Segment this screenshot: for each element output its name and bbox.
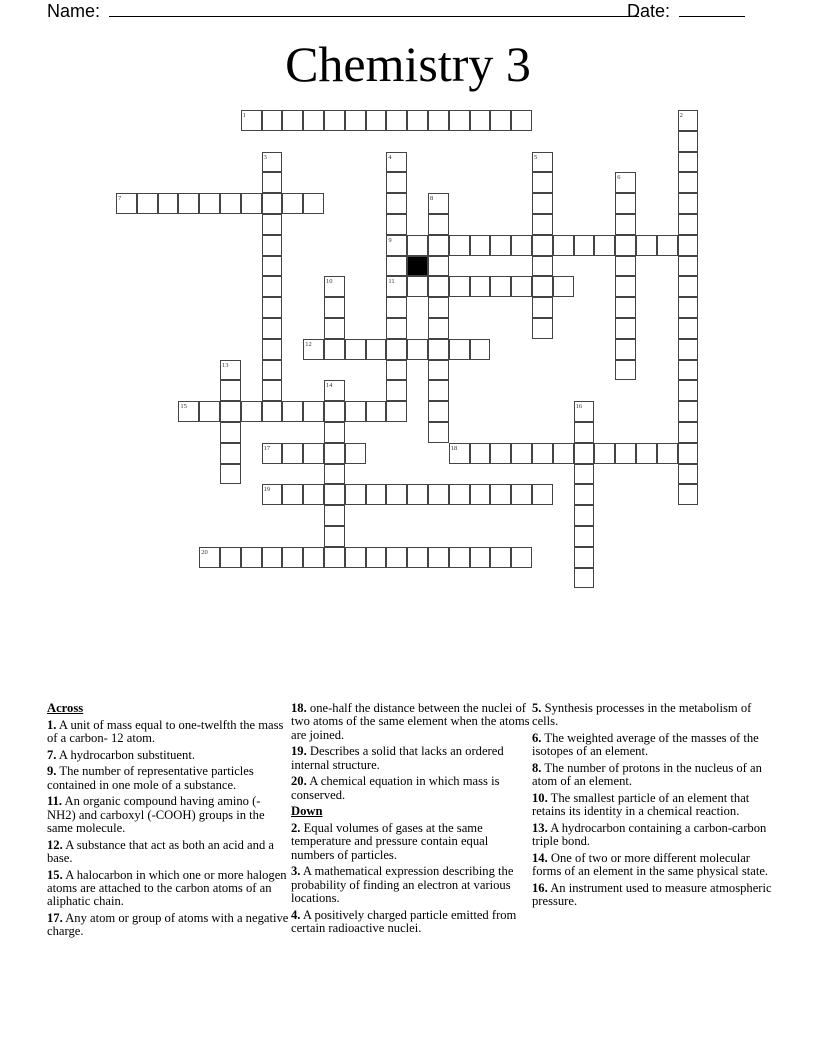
grid-cell[interactable] xyxy=(532,297,553,318)
cell-number: 13 xyxy=(222,361,229,369)
grid-cell[interactable] xyxy=(324,401,345,422)
down-clue-16 xyxy=(532,882,774,909)
grid-cell[interactable] xyxy=(678,401,699,422)
grid-cell[interactable] xyxy=(490,276,511,297)
cell-number: 2 xyxy=(679,112,683,119)
clues-column-2 xyxy=(291,702,533,939)
grid-cell[interactable] xyxy=(407,339,428,360)
across-clue-15 xyxy=(47,869,289,909)
grid-cell[interactable] xyxy=(199,547,220,568)
down-clue-8 xyxy=(532,762,774,789)
grid-cell[interactable] xyxy=(615,297,636,318)
clue-number: 9. xyxy=(47,764,57,779)
clue-text: A hydrocarbon containing a carbon-carbon triple bond. xyxy=(532,821,767,849)
grid-cell[interactable] xyxy=(241,193,262,214)
cell-number: 20 xyxy=(201,548,208,556)
clue-text: Equal volumes of gases at the same temperature and pressure contain equal numbers of particles. xyxy=(291,821,489,862)
grid-cell[interactable] xyxy=(470,339,491,360)
grid-cell[interactable] xyxy=(262,110,283,131)
grid-cell[interactable] xyxy=(262,172,283,193)
grid-cell[interactable] xyxy=(386,276,407,297)
grid-cell[interactable] xyxy=(324,297,345,318)
clue-text: A halocarbon in which one or more halogen atoms are attached to the carbon atoms of an aliphatic chain. xyxy=(47,867,287,909)
grid-cell[interactable] xyxy=(678,484,699,505)
clue-text: A hydrocarbon substituent. xyxy=(56,747,195,762)
across-clue-9 xyxy=(47,765,289,792)
grid-cell[interactable] xyxy=(428,401,449,422)
grid-cell[interactable] xyxy=(324,380,345,401)
clue-text: A mathematical expression describing the probability of finding an electron at various locations. xyxy=(291,864,514,906)
grid-cell[interactable] xyxy=(158,193,179,214)
grid-cell[interactable] xyxy=(428,422,449,443)
grid-cell[interactable] xyxy=(303,484,324,505)
across-clue-18 xyxy=(291,702,533,742)
cell-number: 3 xyxy=(263,153,267,161)
grid-cell[interactable] xyxy=(262,276,283,297)
clue-number: 19. xyxy=(291,744,307,759)
clue-number: 20. xyxy=(291,774,307,789)
grid-cell[interactable] xyxy=(324,484,345,505)
clue-number: 6. xyxy=(532,731,542,745)
grid-cell[interactable] xyxy=(407,276,428,297)
grid-cell[interactable] xyxy=(553,276,574,297)
grid-cell[interactable] xyxy=(449,484,470,505)
grid-cell[interactable] xyxy=(386,110,407,131)
clue-text: one-half the distance between the nuclei of two atoms of the same element when the atoms are joined. xyxy=(291,701,530,742)
clue-text: A positively charged particle emitted from certain radioactive nuclei. xyxy=(291,907,517,936)
cell-number: 6 xyxy=(617,174,621,182)
cell-number: 4 xyxy=(388,153,392,161)
grid-cell[interactable] xyxy=(303,110,324,131)
grid-cell[interactable] xyxy=(449,276,470,297)
grid-cell[interactable] xyxy=(386,297,407,318)
grid-cell[interactable] xyxy=(282,401,303,422)
grid-cell[interactable] xyxy=(428,297,449,318)
cell-number: 19 xyxy=(263,486,271,494)
grid-cell[interactable] xyxy=(594,443,615,464)
grid-cell[interactable] xyxy=(532,443,553,464)
grid-cell[interactable] xyxy=(470,443,491,464)
grid-cell[interactable] xyxy=(262,193,283,214)
grid-cell[interactable] xyxy=(386,547,407,568)
grid-cell[interactable] xyxy=(324,526,345,547)
grid-cell[interactable] xyxy=(615,256,636,277)
page-title: Chemistry 3 xyxy=(285,36,531,92)
grid-cell[interactable] xyxy=(407,110,428,131)
grid-cell[interactable] xyxy=(574,443,595,464)
clue-number: 4. xyxy=(291,907,301,922)
grid-cell[interactable] xyxy=(220,547,241,568)
grid-cell[interactable] xyxy=(574,464,595,485)
grid-cell[interactable] xyxy=(386,339,407,360)
grid-cell[interactable] xyxy=(470,484,491,505)
grid-cell[interactable] xyxy=(678,380,699,401)
grid-cell[interactable] xyxy=(324,339,345,360)
clue-text: Describes a solid that lacks an ordered internal structure. xyxy=(291,744,504,772)
grid-cell[interactable] xyxy=(574,422,595,443)
grid-cell[interactable] xyxy=(657,443,678,464)
grid-cell[interactable] xyxy=(303,193,324,214)
grid-cell[interactable] xyxy=(366,401,387,422)
grid-cell[interactable] xyxy=(345,401,366,422)
grid-cell[interactable] xyxy=(428,193,449,214)
grid-cell[interactable] xyxy=(532,235,553,256)
grid-cell[interactable] xyxy=(615,214,636,235)
grid-cell[interactable] xyxy=(282,193,303,214)
grid-cell[interactable] xyxy=(574,484,595,505)
grid-cell[interactable] xyxy=(574,505,595,526)
across-clue-17 xyxy=(47,912,289,939)
grid-cell[interactable] xyxy=(386,256,407,277)
grid-cell[interactable] xyxy=(407,235,428,256)
grid-cell[interactable] xyxy=(428,276,449,297)
grid-cell[interactable] xyxy=(574,401,595,422)
cell-number: 11 xyxy=(388,278,395,286)
date-blank[interactable] xyxy=(679,0,745,17)
down-clue-13 xyxy=(532,822,774,849)
grid-cell[interactable] xyxy=(324,110,345,131)
clue-number: 16. xyxy=(532,881,548,895)
grid-cell[interactable] xyxy=(282,443,303,464)
clue-text: The weighted average of the masses of the isotopes of an element. xyxy=(532,731,759,759)
clue-number: 1. xyxy=(47,717,57,732)
grid-cell[interactable] xyxy=(615,276,636,297)
grid-cell[interactable] xyxy=(532,256,553,277)
grid-cell[interactable] xyxy=(345,339,366,360)
grid-cell[interactable] xyxy=(574,568,595,589)
clue-text: An instrument used to measure atmospheric pressure. xyxy=(532,881,772,909)
across-clue-11 xyxy=(47,795,289,835)
grid-cell[interactable] xyxy=(262,152,283,173)
clue-number: 7. xyxy=(47,747,57,762)
down-heading: Down xyxy=(291,804,323,819)
grid-cell[interactable] xyxy=(282,547,303,568)
grid-cell[interactable] xyxy=(262,443,283,464)
grid-cell[interactable] xyxy=(615,360,636,381)
clue-text: A substance that act as both an acid and a base. xyxy=(47,837,274,865)
clue-number: 5. xyxy=(532,701,542,715)
grid-cell[interactable] xyxy=(199,193,220,214)
clue-text: Synthesis processes in the metabolism of cells. xyxy=(532,701,752,729)
grid-cell[interactable] xyxy=(615,339,636,360)
grid-cell[interactable] xyxy=(366,484,387,505)
grid-cell[interactable] xyxy=(324,276,345,297)
grid-cell[interactable] xyxy=(220,360,241,381)
grid-cell[interactable] xyxy=(324,547,345,568)
grid-cell[interactable] xyxy=(345,484,366,505)
down-clue-10 xyxy=(532,792,774,819)
grid-cell[interactable] xyxy=(262,547,283,568)
grid-cell[interactable] xyxy=(532,214,553,235)
grid-cell[interactable] xyxy=(262,339,283,360)
grid-cell[interactable] xyxy=(262,214,283,235)
cell-number: 9 xyxy=(388,236,392,244)
grid-cell[interactable] xyxy=(386,318,407,339)
name-blank[interactable] xyxy=(109,0,639,17)
grid-cell[interactable] xyxy=(386,152,407,173)
grid-cell[interactable] xyxy=(262,235,283,256)
grid-cell[interactable] xyxy=(407,547,428,568)
grid-cell[interactable] xyxy=(428,339,449,360)
grid-cell[interactable] xyxy=(386,214,407,235)
grid-cell[interactable] xyxy=(574,235,595,256)
grid-cell[interactable] xyxy=(428,380,449,401)
grid-cell[interactable] xyxy=(116,193,137,214)
across-clue-19 xyxy=(291,745,533,772)
date-label: Date: xyxy=(627,1,671,21)
grid-cell[interactable] xyxy=(386,360,407,381)
grid-cell[interactable] xyxy=(678,276,699,297)
grid-cell[interactable] xyxy=(594,235,615,256)
clue-number: 8. xyxy=(532,761,542,775)
clue-text: The number of representative particles contained in one mole of a substance. xyxy=(47,764,254,792)
grid-cell[interactable] xyxy=(220,193,241,214)
grid-cell[interactable] xyxy=(345,443,366,464)
grid-cell[interactable] xyxy=(345,110,366,131)
grid-cell[interactable] xyxy=(282,110,303,131)
grid-cell[interactable] xyxy=(324,422,345,443)
grid-cell[interactable] xyxy=(470,110,491,131)
grid-cell[interactable] xyxy=(178,193,199,214)
grid-cell[interactable] xyxy=(241,110,262,131)
across-clue-1 xyxy=(47,719,289,746)
across-clue-20 xyxy=(291,775,533,802)
clue-text: A unit of mass equal to one-twelfth the mass of a carbon- 12 atom. xyxy=(47,717,284,745)
grid-cell[interactable] xyxy=(262,256,283,277)
grid-cell[interactable] xyxy=(324,318,345,339)
down-clue-3 xyxy=(291,865,533,905)
grid-cell[interactable] xyxy=(678,131,699,152)
grid-cell[interactable] xyxy=(262,484,283,505)
grid-cell[interactable] xyxy=(532,152,553,173)
grid-cell[interactable] xyxy=(262,318,283,339)
date-field[interactable] xyxy=(627,0,745,22)
cell-number: 17 xyxy=(263,444,271,452)
grid-cell[interactable] xyxy=(366,110,387,131)
grid-cell[interactable] xyxy=(324,505,345,526)
grid-cell[interactable] xyxy=(428,484,449,505)
clue-text: The number of protons in the nucleus of an atom of an element. xyxy=(532,761,762,789)
grid-cell[interactable] xyxy=(678,235,699,256)
grid-cell[interactable] xyxy=(428,547,449,568)
grid-cell[interactable] xyxy=(449,443,470,464)
grid-cell[interactable] xyxy=(220,464,241,485)
grid-cell[interactable] xyxy=(678,152,699,173)
grid-cell[interactable] xyxy=(657,235,678,256)
across-heading: Across xyxy=(47,701,84,715)
grid-cell[interactable] xyxy=(615,172,636,193)
grid-cell[interactable] xyxy=(178,401,199,422)
clues-column-3 xyxy=(532,702,774,912)
grid-cell[interactable] xyxy=(386,172,407,193)
across-clue-12 xyxy=(47,839,289,866)
clue-number: 17. xyxy=(47,911,63,925)
grid-cell[interactable] xyxy=(511,235,532,256)
grid-cell[interactable] xyxy=(386,235,407,256)
grid-cell[interactable] xyxy=(282,484,303,505)
clue-number: 12. xyxy=(47,837,63,852)
grid-cell[interactable] xyxy=(615,193,636,214)
down-clue-6 xyxy=(532,732,774,759)
across-clue-7 xyxy=(47,749,289,762)
name-field[interactable] xyxy=(47,0,639,22)
grid-cell[interactable] xyxy=(678,464,699,485)
cell-number: 12 xyxy=(305,340,312,348)
grid-cell[interactable] xyxy=(678,193,699,214)
grid-cell[interactable] xyxy=(511,484,532,505)
grid-cell[interactable] xyxy=(678,172,699,193)
grid-cell[interactable] xyxy=(262,401,283,422)
grid-cell[interactable] xyxy=(636,235,657,256)
grid-cell[interactable] xyxy=(428,360,449,381)
grid-cell[interactable] xyxy=(199,401,220,422)
grid-cell[interactable] xyxy=(262,380,283,401)
grid-cell[interactable] xyxy=(511,276,532,297)
grid-cell[interactable] xyxy=(532,276,553,297)
grid-cell[interactable] xyxy=(678,256,699,277)
grid-cell[interactable] xyxy=(678,422,699,443)
grid-cell[interactable] xyxy=(428,214,449,235)
grid-cell[interactable] xyxy=(678,110,699,131)
grid-cell[interactable] xyxy=(449,235,470,256)
grid-cell[interactable] xyxy=(678,297,699,318)
cell-number: 15 xyxy=(180,403,187,411)
grid-cell[interactable] xyxy=(262,297,283,318)
grid-cell[interactable] xyxy=(428,318,449,339)
grid-cell[interactable] xyxy=(303,443,324,464)
down-clue-2 xyxy=(291,822,533,862)
grid-cell[interactable] xyxy=(428,235,449,256)
black-cell xyxy=(407,256,428,277)
clue-number: 14. xyxy=(532,851,548,865)
grid-cell[interactable] xyxy=(345,547,366,568)
down-clue-14 xyxy=(532,852,774,879)
grid-cell[interactable] xyxy=(470,276,491,297)
cell-number: 5 xyxy=(534,153,538,161)
grid-cell[interactable] xyxy=(511,547,532,568)
grid-cell[interactable] xyxy=(615,318,636,339)
clue-number: 11. xyxy=(47,794,63,809)
clue-number: 2. xyxy=(291,821,301,835)
clue-text: An organic compound having amino (-NH2) and carboxyl (-COOH) groups in the same molecule. xyxy=(47,794,265,835)
grid-cell[interactable] xyxy=(470,547,491,568)
grid-cell[interactable] xyxy=(678,360,699,381)
grid-cell[interactable] xyxy=(532,484,553,505)
grid-cell[interactable] xyxy=(220,422,241,443)
grid-cell[interactable] xyxy=(324,443,345,464)
grid-cell[interactable] xyxy=(241,547,262,568)
grid-cell[interactable] xyxy=(428,256,449,277)
grid-cell[interactable] xyxy=(366,547,387,568)
clue-text: The smallest particle of an element that retains its identity in a chemical reaction. xyxy=(532,791,750,819)
grid-cell[interactable] xyxy=(490,547,511,568)
cell-number: 18 xyxy=(450,444,458,452)
down-clue-4 xyxy=(291,909,533,936)
grid-cell[interactable] xyxy=(303,547,324,568)
grid-cell[interactable] xyxy=(407,484,428,505)
grid-cell[interactable] xyxy=(490,484,511,505)
grid-cell[interactable] xyxy=(532,193,553,214)
grid-cell[interactable] xyxy=(241,401,262,422)
grid-cell[interactable] xyxy=(386,484,407,505)
grid-cell[interactable] xyxy=(532,318,553,339)
cell-number: 8 xyxy=(430,195,434,203)
grid-cell[interactable] xyxy=(511,443,532,464)
grid-cell[interactable] xyxy=(386,193,407,214)
grid-cell[interactable] xyxy=(449,547,470,568)
grid-cell[interactable] xyxy=(490,235,511,256)
grid-cell[interactable] xyxy=(428,110,449,131)
grid-cell[interactable] xyxy=(470,235,491,256)
cell-number: 1 xyxy=(242,112,247,119)
grid-cell[interactable] xyxy=(636,443,657,464)
name-label: Name: xyxy=(47,1,101,21)
clue-text: Any atom or group of atoms with a negative charge. xyxy=(47,911,289,939)
grid-cell[interactable] xyxy=(678,214,699,235)
grid-cell[interactable] xyxy=(490,110,511,131)
grid-cell[interactable] xyxy=(511,110,532,131)
grid-cell[interactable] xyxy=(574,526,595,547)
clue-text: A chemical equation in which mass is conserved. xyxy=(291,774,500,802)
clues-column-1 xyxy=(47,702,289,942)
grid-cell[interactable] xyxy=(220,443,241,464)
grid-cell[interactable] xyxy=(574,547,595,568)
grid-cell[interactable] xyxy=(303,339,324,360)
grid-cell[interactable] xyxy=(303,401,324,422)
grid-cell[interactable] xyxy=(449,339,470,360)
down-clue-5 xyxy=(532,702,774,729)
grid-cell[interactable] xyxy=(366,339,387,360)
grid-cell[interactable] xyxy=(615,443,636,464)
grid-cell[interactable] xyxy=(532,172,553,193)
grid-cell[interactable] xyxy=(262,360,283,381)
cell-number: 16 xyxy=(575,403,583,411)
clue-text: One of two or more different molecular forms of an element in the same physical state. xyxy=(532,851,769,879)
grid-cell[interactable] xyxy=(678,318,699,339)
grid-cell[interactable] xyxy=(386,380,407,401)
grid-cell[interactable] xyxy=(615,235,636,256)
grid-cell[interactable] xyxy=(678,339,699,360)
grid-cell[interactable] xyxy=(386,401,407,422)
grid-cell[interactable] xyxy=(490,443,511,464)
grid-cell[interactable] xyxy=(220,380,241,401)
grid-cell[interactable] xyxy=(220,401,241,422)
grid-cell[interactable] xyxy=(449,110,470,131)
grid-cell[interactable] xyxy=(553,235,574,256)
clue-number: 13. xyxy=(532,821,548,835)
clue-number: 10. xyxy=(532,791,548,805)
clue-number: 15. xyxy=(47,867,63,882)
clue-number: 18. xyxy=(291,701,307,715)
clue-number: 3. xyxy=(291,864,301,879)
grid-cell[interactable] xyxy=(324,464,345,485)
cell-number: 14 xyxy=(326,382,333,390)
grid-cell[interactable] xyxy=(678,443,699,464)
cell-number: 7 xyxy=(118,195,122,203)
grid-cell[interactable] xyxy=(553,443,574,464)
grid-cell[interactable] xyxy=(137,193,158,214)
cell-number: 10 xyxy=(326,278,333,286)
